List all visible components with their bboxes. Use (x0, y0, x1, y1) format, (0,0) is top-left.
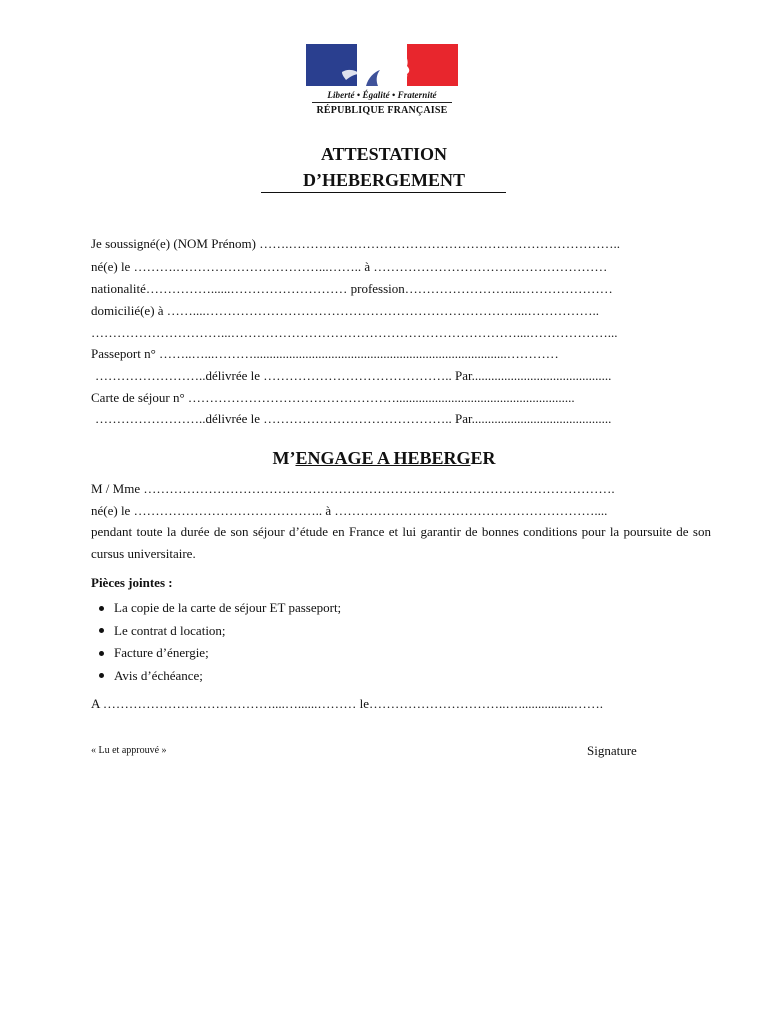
document-title-line2: D’HEBERGEMENT (302, 170, 466, 190)
list-item: Facture d’énergie; (99, 642, 341, 665)
logo-divider (312, 102, 452, 103)
document-title-line1: ATTESTATION (320, 144, 448, 164)
engage-line-person: M / Mme ………………………………………………………………………………………………. (91, 481, 615, 496)
bullet-icon (99, 651, 104, 656)
engage-paragraph: pendant toute la durée de son séjour d’étude en France et lui garantir de bonnes conditions pour la poursuite de son cursus universitaire. (91, 524, 711, 561)
form-line-address-cont: …………………………...…………………………………………………………....………………... (91, 325, 618, 340)
read-approved-text: « Lu et approuvé » (91, 745, 167, 756)
engage-line-birth: né(e) le …………………………………….. à …………………………………………………….... (91, 503, 608, 518)
engage-heading: M’ENGAGE A HEBERGER (272, 448, 496, 468)
republic-text: RÉPUBLIQUE FRANÇAISE (316, 105, 448, 116)
place-date-line: A …………………………………....…......……… le…………………………..….................……. (91, 696, 604, 711)
list-item: La copie de la carte de séjour ET passeport; (99, 597, 341, 620)
list-item: Avis d’échéance; (99, 665, 341, 688)
marianne-profile-icon (306, 44, 458, 86)
form-line-name: Je soussigné(e) (NOM Prénom) …….………………………………………………………………….. (91, 236, 621, 251)
form-line-residence-issued: ……………………..délivrée le …………………………………….. Par........................................... (95, 411, 612, 426)
motto-text: Liberté • Égalité • Fraternité (327, 90, 437, 100)
marianne-logo (306, 44, 458, 116)
attachments-list (99, 597, 341, 687)
form-line-address: domicilié(e) à ……....………………………………………………………………...…………….. (91, 303, 600, 318)
signature-label: Signature (587, 743, 637, 758)
list-item: Le contrat d location; (99, 620, 341, 643)
form-line-passport-issued: ……………………..délivrée le …………………………………….. Par........................................... (95, 368, 612, 383)
title-underline (261, 192, 506, 193)
bullet-icon (99, 606, 104, 611)
form-line-birth: né(e) le ……….……………………………...…….. à ……………………………………………… (91, 259, 608, 274)
form-line-nationality: nationalité……………......……………………… profession……………………....………………… (91, 281, 613, 296)
form-line-passport: Passeport n° ……..…...………..............................................................................………… (91, 346, 559, 361)
bullet-icon (99, 673, 104, 678)
tricolor-flag (306, 44, 458, 86)
form-line-residence-card: Carte de séjour n° …………………………………………....................................................... (91, 390, 575, 405)
bullet-icon (99, 628, 104, 633)
attachments-title: Pièces jointes : (91, 575, 173, 590)
